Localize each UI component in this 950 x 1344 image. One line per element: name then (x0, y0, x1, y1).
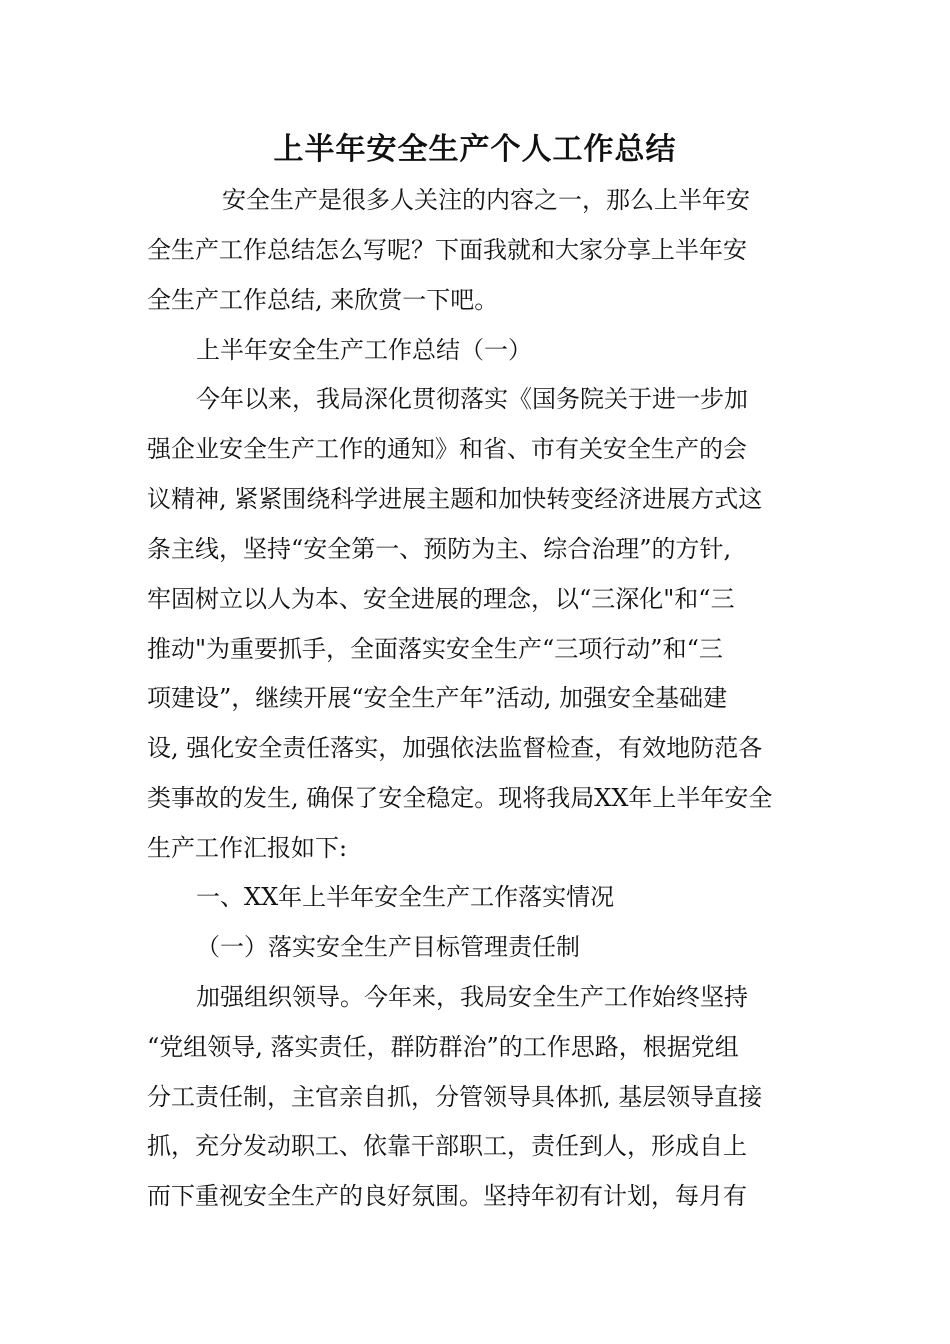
section-heading: 一、XX年上半年安全生产工作落实情况 (196, 883, 615, 911)
paragraph-line: 安全生产是很多人关注的内容之一，那么上半年安 (222, 186, 750, 214)
paragraph-line: 条主线，坚持“安全第一、预防为主、综合治理”的方针, (147, 535, 732, 563)
paragraph-line: 加强组织领导。今年来，我局安全生产工作始终坚持 (196, 983, 748, 1011)
paragraph-line: 抓，充分发动职工、依靠干部职工，责任到人，形成自上 (147, 1132, 747, 1160)
subsection-heading: （一）落实安全生产目标管理责任制 (196, 933, 580, 961)
paragraph-line: 全生产工作总结, 来欣赏一下吧。 (147, 286, 499, 314)
paragraph-line: 牢固树立以人为本、安全进展的理念，以“三深化"和“三 (147, 585, 735, 613)
paragraph-line: 分工责任制，主官亲自抓，分管领导具体抓, 基层领导直接 (147, 1083, 763, 1111)
paragraph-line: 设, 强化安全责任落实，加强依法监督检查，有效地防范各 (147, 734, 763, 762)
paragraph-line: 项建设”，继续开展“安全生产年”活动, 加强安全基础建 (147, 684, 728, 712)
paragraph-line: “党组领导, 落实责任，群防群治”的工作思路，根据党组 (147, 1033, 739, 1061)
paragraph-line: 议精神, 紧紧围绕科学进展主题和加快转变经济进展方式这 (147, 485, 763, 513)
document-title: 上半年安全生产个人工作总结 (273, 132, 677, 167)
paragraph-line: 强企业安全生产工作的通知》和省、市有关安全生产的会 (147, 435, 747, 463)
paragraph-line: 生产工作汇报如下: (147, 834, 348, 862)
paragraph-line: 全生产工作总结怎么写呢？下面我就和大家分享上半年安 (147, 236, 747, 264)
paragraph-line: 推动"为重要抓手，全面落实安全生产“三项行动”和“三 (147, 635, 723, 663)
paragraph-line: 类事故的发生, 确保了安全稳定。现将我局XX年上半年安全 (147, 784, 773, 812)
section-heading: 上半年安全生产工作总结（一） (196, 336, 532, 364)
paragraph-line: 今年以来，我局深化贯彻落实《国务院关于进一步加 (196, 385, 748, 413)
paragraph-line: 而下重视安全生产的良好氛围。坚持年初有计划，每月有 (147, 1182, 747, 1210)
